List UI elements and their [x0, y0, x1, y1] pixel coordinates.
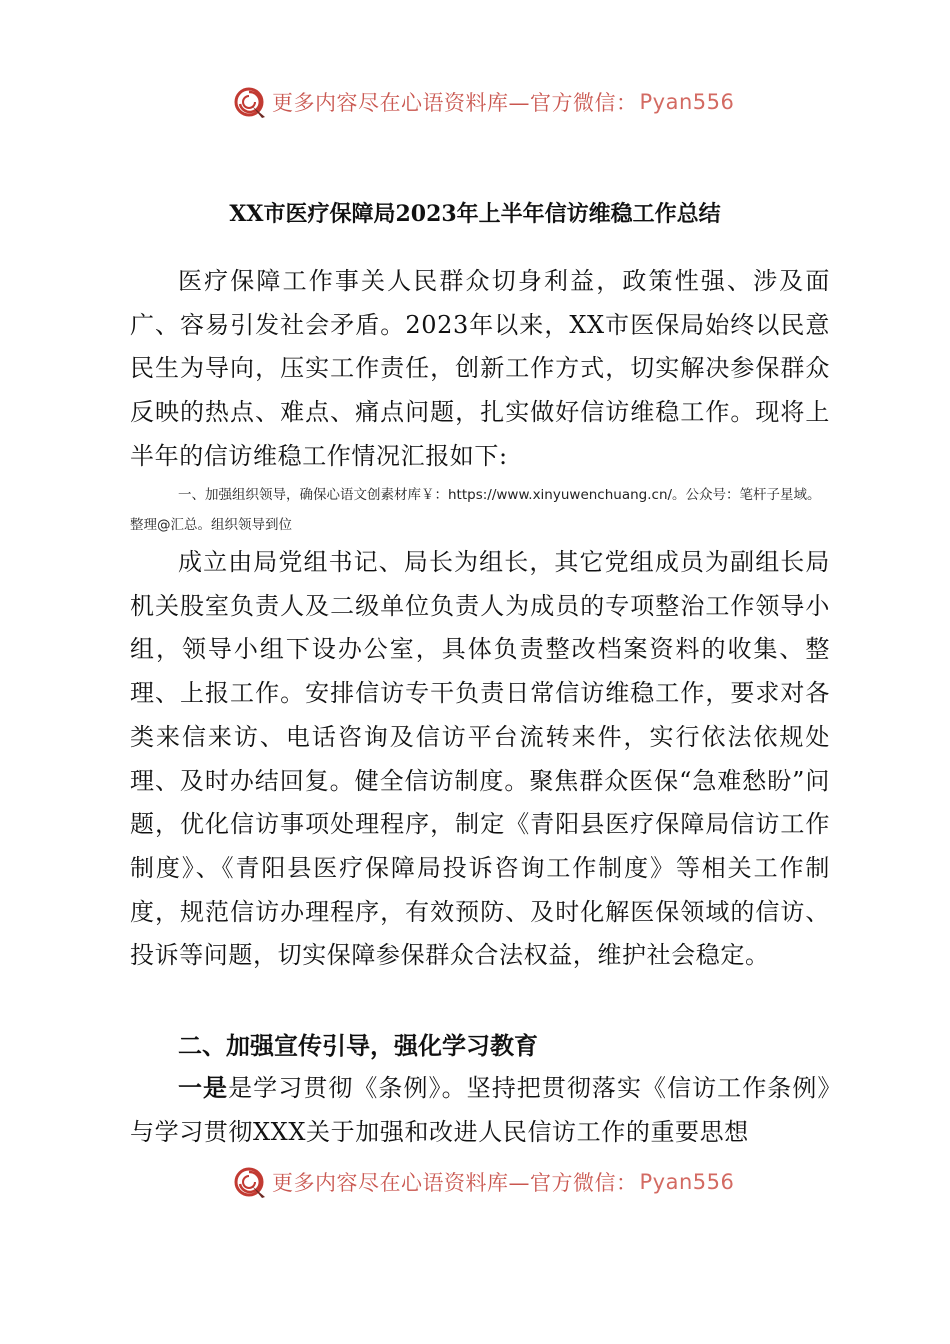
document-title: XX市医疗保障局2023年上半年信访维稳工作总结: [229, 201, 721, 227]
section1-heading: 一、加强组织领导，确保心语文创素材库￥：https://www.xinyuwenchuang.cn/。公众号：笔杆子星域。整理@汇总。组织领导到位: [130, 487, 821, 533]
section2-body: 是学习贯彻《条例》。坚持把贯彻落实《信访工作条例》与学习贯彻XXX关于加强和改进人民信访工作的重要思想: [130, 1074, 830, 1146]
section2-paragraph: [130, 1066, 830, 1154]
section1-body: 成立由局党组书记、局长为组长，其它党组成员为副组长局机关股室负责人及二级单位负责人为成员的专项整治工作领导小组，领导小组下设办公室，具体负责整改档案资料的收集、整理、上报工作。安排信访专干负责日常信访维稳工作，要求对各类来信来访、电话咨询及信访平台流转来件，实行依法依规处理、及时办结回复。健全信访制度。聚焦群众医保“急难愁盼”问题，优化信访事项处理程序，制定《青阳县医疗保障局信访工作制度》、《青阳县医疗保障局投诉咨询工作制度》等相关工作制度，规范信访办理程序，有效预防、及时化解医保领域的信访、投诉等问题，切实保障参保群众合法权益，维护社会稳定。: [130, 548, 830, 970]
section2-heading: 二、加强宣传引导，强化学习教育: [178, 1032, 538, 1060]
spiral-pen-logo-icon: [232, 1164, 268, 1200]
banner-text: 更多内容尽在心语资料库—官方微信：: [272, 91, 638, 115]
intro-paragraph: 医疗保障工作事关人民群众切身利益，政策性强、涉及面广、容易引发社会矛盾。2023年以来，XX市医保局始终以民意民生为导向，压实工作责任，创新工作方式，切实解决参保群众反映的热点、难点、痛点问题，扎实做好信访维稳工作。现将上半年的信访维稳工作情况汇报如下:: [130, 267, 830, 470]
header-banner: [232, 82, 734, 122]
banner-wechat-id: Pyan556: [639, 90, 735, 114]
footer-banner: [232, 1162, 734, 1202]
banner-wechat-id: Pyan556: [639, 1170, 735, 1194]
banner-text: 更多内容尽在心语资料库—官方微信：: [272, 1171, 638, 1195]
spiral-pen-logo-icon: [232, 84, 268, 120]
section2-lead: 一是: [178, 1073, 229, 1102]
